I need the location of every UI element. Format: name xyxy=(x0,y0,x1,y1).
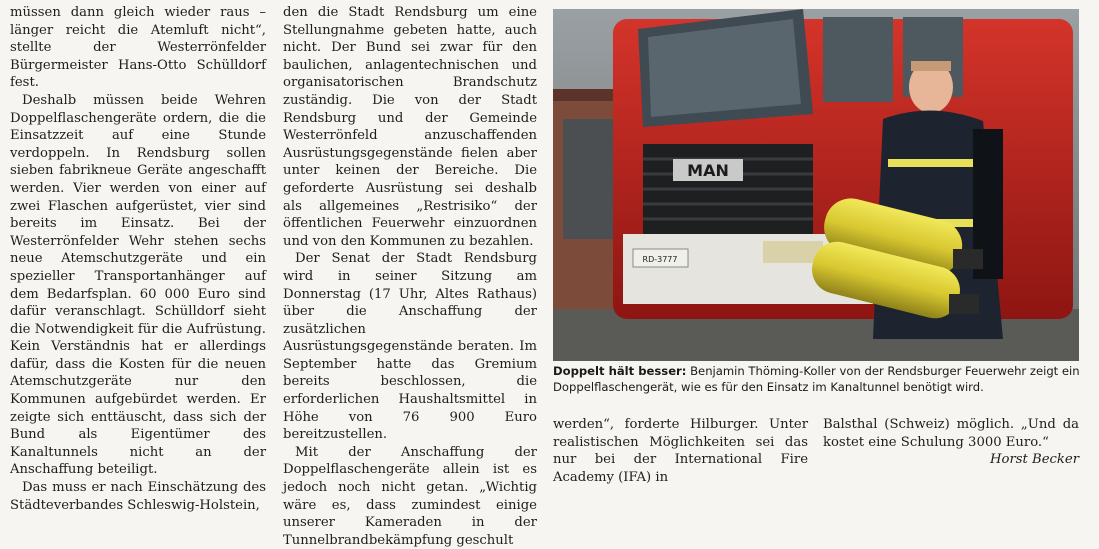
article-column-4 xyxy=(823,416,1079,469)
author-byline: Horst Becker xyxy=(990,452,1079,468)
truck-brand: MAN xyxy=(687,161,729,180)
paragraph: Deshalb müssen beide Wehren Doppelflaschengeräte ordern, die die Einsatzzeit auf eine Stunde verdoppeln. In Rendsburg sollen sieben fabrikneue Geräte angeschafft werden. Vier werden von einer auf zwei Flaschen aufgerüstet, vier sind bereits im Einsatz. Bei der Westerrönfelder Wehr stehen sechs neue Atemschutzgeräte und ein spezieller Transportanhänger auf dem Bedarfsplan. 60 000 Euro sind dafür veranschlagt. Schülldorf sieht die Notwendigkeit für die Aufrüstung. Kein Verständnis hat er allerdings dafür, dass die Kosten für die neuen Atemschutzgeräte nur den Kommunen aufgebürdet werden. Er zeigte sich enttäuscht, dass sich der Bund als Eigentümer des Kanaltunnels nicht an der Anschaffung beteiligt. xyxy=(10,92,266,478)
article-column-3 xyxy=(553,416,808,486)
photo-caption xyxy=(553,363,1083,395)
news-photo-firefighter xyxy=(553,9,1079,361)
license-plate: RD-3777 xyxy=(642,255,678,264)
caption-text: Benjamin Thöming-Koller von der Rendsburger Feuerwehr zeigt ein Doppelflaschengerät, wie es für den Einsatz im Kanaltunnel benötigt wird. xyxy=(553,364,1080,394)
article-column-2 xyxy=(283,4,537,549)
paragraph: müssen dann gleich wieder raus – länger reicht die Atemluft nicht“, stellte der Westerrönfelder Bürgermeister Hans-Otto Schülldorf fest. xyxy=(10,5,266,91)
paragraph: Das muss er nach Einschätzung des Städteverbandes Schleswig-Holstein, xyxy=(10,480,266,513)
paragraph: werden“, forderte Hilburger. Unter realistischen Möglichkeiten sei das nur bei der International Fire Academy (IFA) in xyxy=(553,417,808,485)
article-column-1 xyxy=(10,4,266,514)
paragraph: den die Stadt Rendsburg um eine Stellungnahme gebeten hatte, auch nicht. Der Bund sei zwar für den baulichen, anlagentechnischen und organisatorischen Brandschutz zuständig. Die von der Stadt Rendsburg und der Gemeinde Westerrönfeld anzuschaffenden Ausrüstungsgegenstände fielen aber unter keinen der Bereiche. Die geforderte Ausrüstung sei deshalb als allgemeines „Restrisiko“ der öffentlichen Feuerwehr einzuordnen und von den Kommunen zu bezahlen. xyxy=(283,5,537,249)
paragraph: Mit der Anschaffung der Doppelflaschengeräte allein ist es jedoch noch nicht getan. „Wichtig wäre es, dass zumindest einige unserer Kameraden in der Tunnelbrandbekämpfung geschult xyxy=(283,444,537,548)
caption-lead: Doppelt hält besser: xyxy=(553,364,687,378)
paragraph: Balsthal (Schweiz) möglich. „Und da kostet eine Schulung 3000 Euro.“ xyxy=(823,417,1079,450)
paragraph: Der Senat der Stadt Rendsburg wird in seiner Sitzung am Donnerstag (17 Uhr, Altes Rathaus) über die Anschaffung der zusätzlichen Ausrüstungsgegenstände beraten. Im September hatte das Gremium bereits beschlossen, die erforderlichen Haushaltsmittel in Höhe von 76 900 Euro bereitzustellen. xyxy=(283,251,537,443)
